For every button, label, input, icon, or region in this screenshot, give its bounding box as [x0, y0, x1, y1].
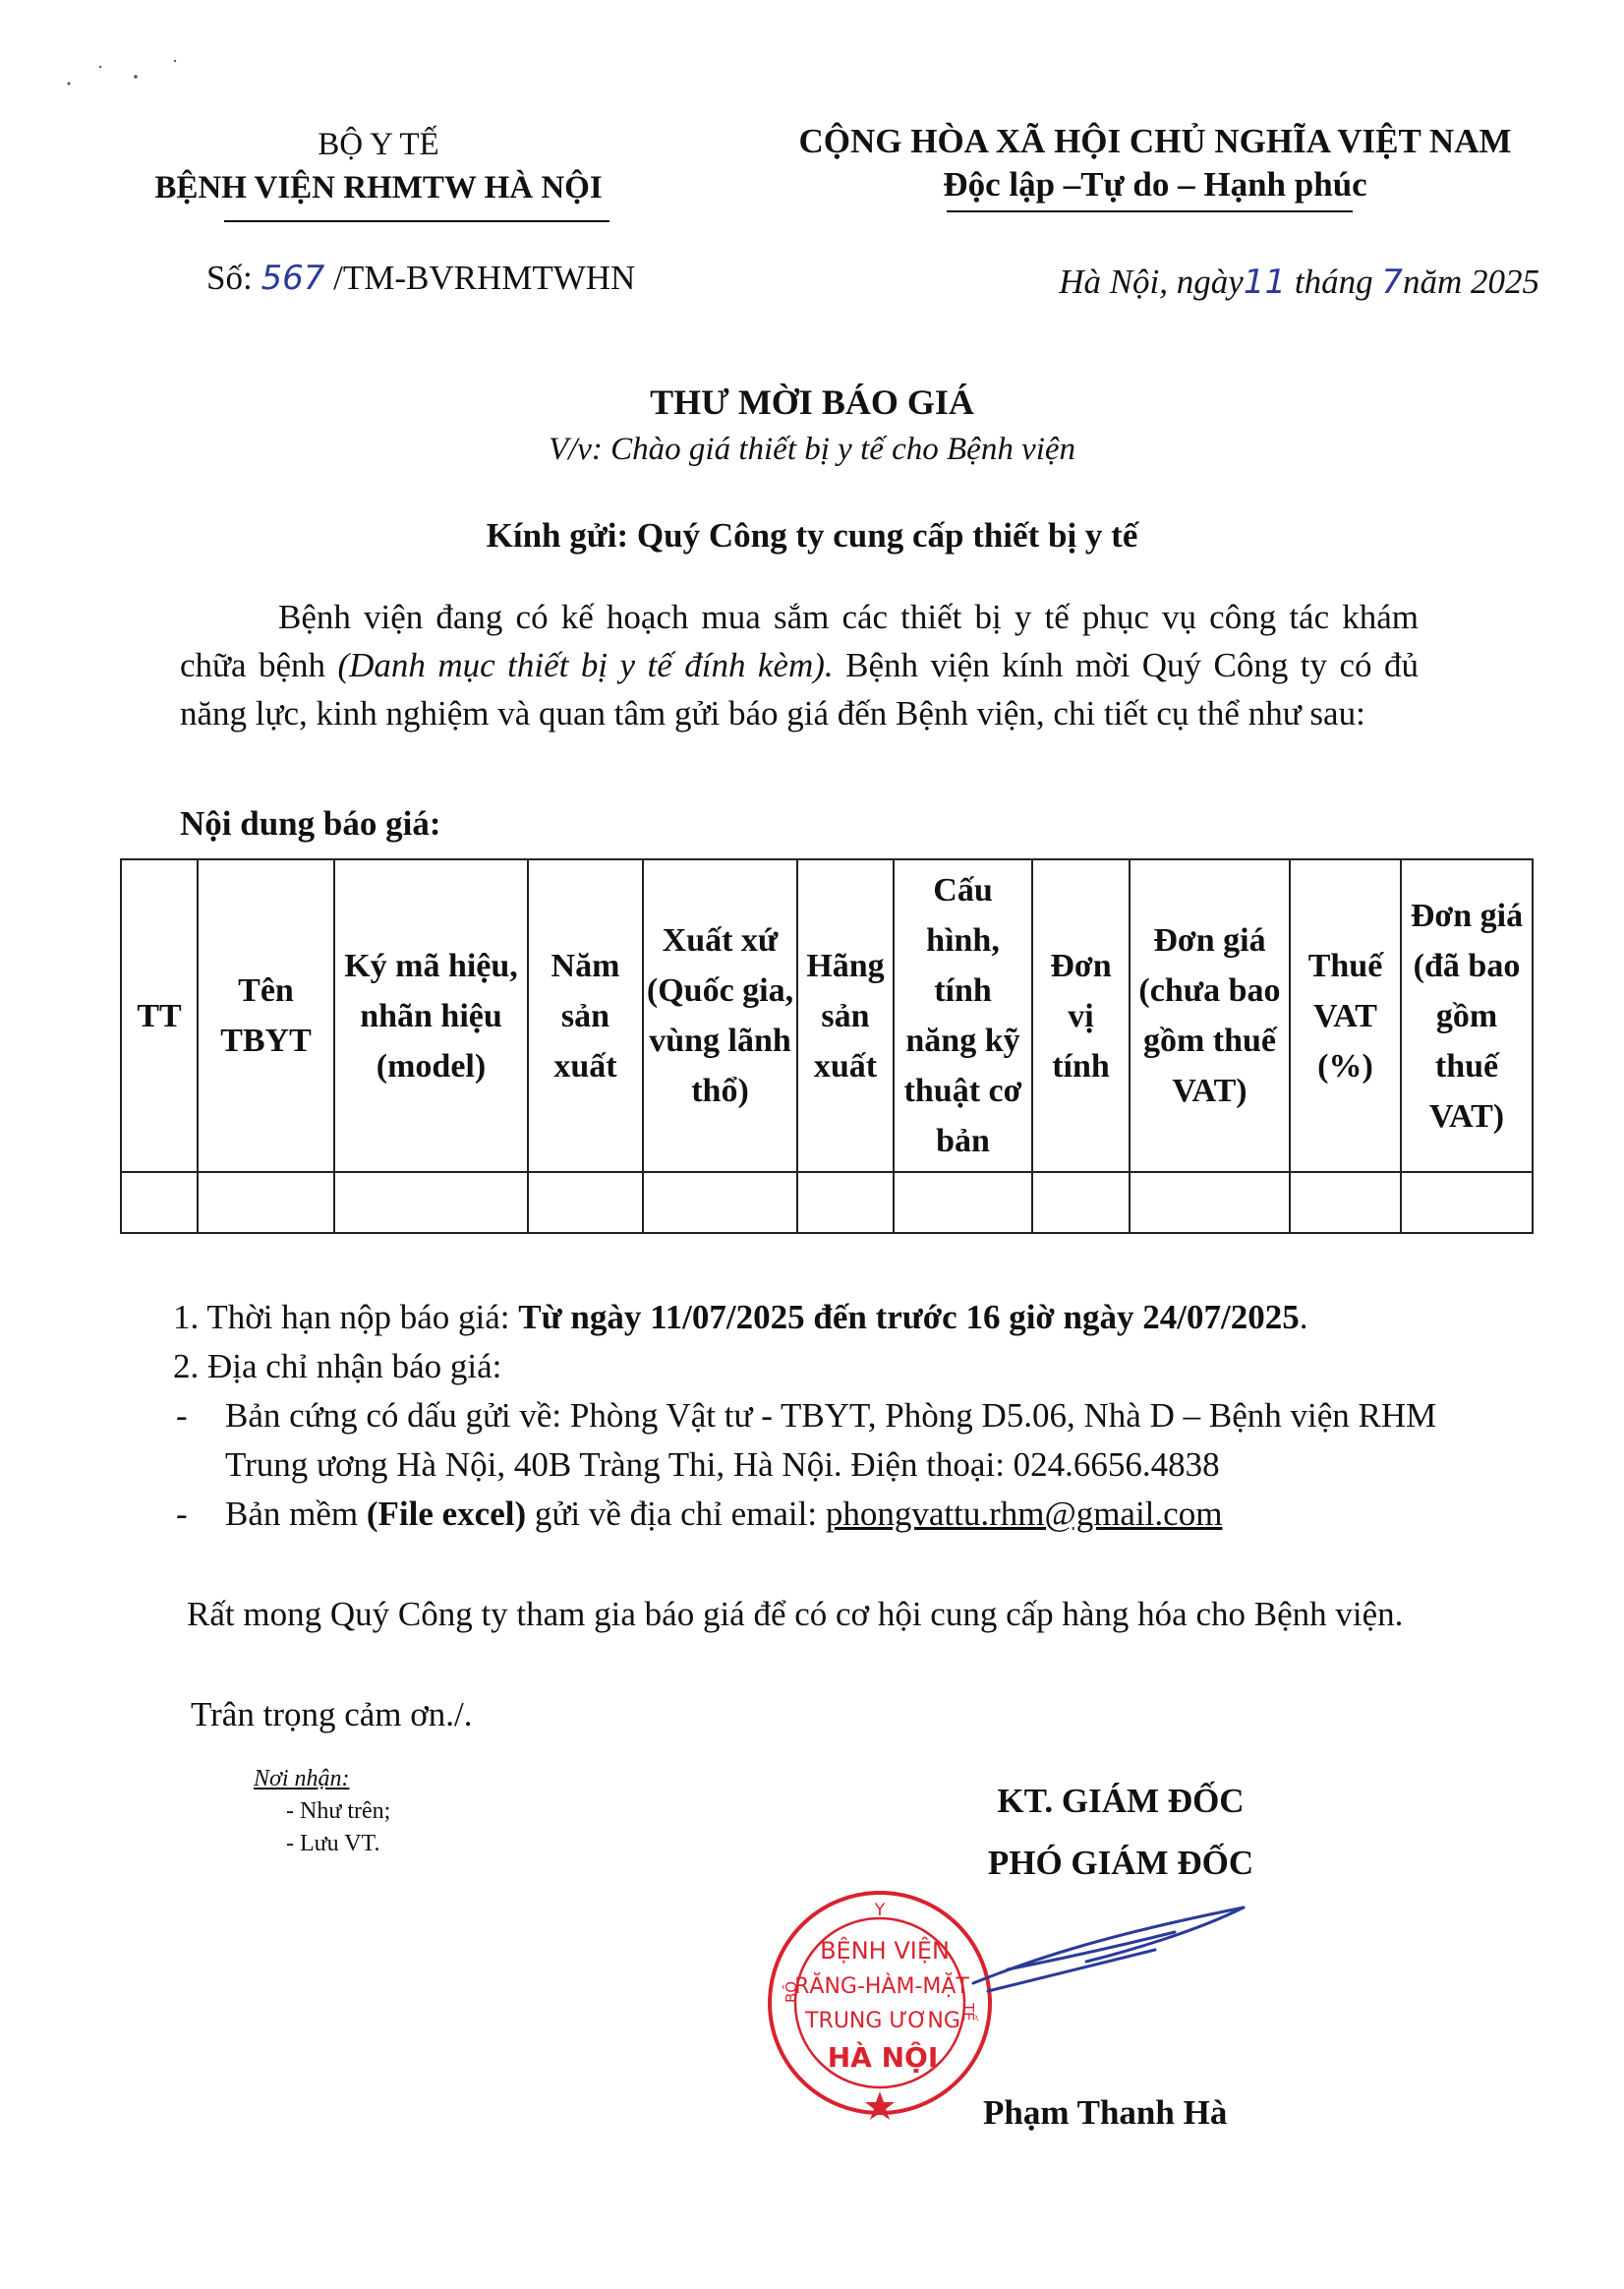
col-header-name: Tên TBYT — [198, 859, 334, 1172]
quote-table — [120, 858, 1534, 1234]
date-line — [1059, 258, 1539, 307]
term-deadline-end: . — [1299, 1298, 1308, 1336]
table-cell — [643, 1172, 797, 1233]
term-hardcopy-text: Bản cứng có dấu gửi về: Phòng Vật tư - TBYT, Phòng D5.06, Nhà D – Bệnh viện RHM Trung ương Hà Nội, 40B Tràng Thi, Hà Nội. Điện thoại: 024.6656.4838 — [225, 1396, 1437, 1484]
country-name: CỘNG HÒA XÃ HỘI CHỦ NGHĨA VIỆT NAM — [798, 122, 1512, 160]
date-year-label: năm 2025 — [1402, 263, 1539, 301]
addressee: Kính gửi: Quý Công ty cung cấp thiết bị y tế — [486, 516, 1138, 555]
national-motto: Độc lập –Tự do – Hạnh phúc — [943, 165, 1367, 204]
recipients-block — [254, 1763, 390, 1860]
table-cell — [121, 1172, 198, 1233]
col-header-price-incl-vat: Đơn giá (đã bao gồm thuế VAT) — [1401, 859, 1533, 1172]
date-month-label: tháng — [1294, 263, 1373, 301]
table-header-row — [121, 859, 1533, 1172]
reference-handwritten-number: 567 — [261, 259, 325, 298]
term-deadline-label: 1. Thời hạn nộp báo giá: — [173, 1298, 519, 1336]
stamp-line: HÀ NỘI — [827, 2041, 939, 2074]
table-cell — [894, 1172, 1032, 1233]
header-left-rule — [224, 220, 609, 222]
col-header-origin: Xuất xứ (Quốc gia, vùng lãnh thổ) — [643, 859, 797, 1172]
stamp-line: BỆNH VIỆN — [820, 1937, 950, 1965]
term-hardcopy — [176, 1391, 1500, 1490]
col-header-vat: Thuế VAT (%) — [1290, 859, 1401, 1172]
signature-line-2: PHÓ GIÁM ĐỐC — [987, 1844, 1254, 1882]
hospital-name: BỆNH VIỆN RHMTW HÀ NỘI — [154, 170, 603, 205]
stamp-line: TRUNG ƯƠNG — [805, 2009, 960, 2033]
reference-label: Số: — [206, 259, 253, 297]
reference-number — [206, 254, 635, 303]
intro-part1: Bệnh viện đang có kế hoạch mua sắm các thiết bị y tế phục vụ công tác khám chữa bệnh — [180, 598, 1419, 684]
closing-text: Rất mong Quý Công ty tham gia báo giá để có cơ hội cung cấp hàng hóa cho Bệnh viện. — [187, 1595, 1404, 1633]
scan-specks — [39, 39, 197, 98]
term-deadline-value: Từ ngày 11/07/2025 đến trước 16 giờ ngày 24/07/2025 — [518, 1298, 1300, 1336]
recipient-item: - Như trên; — [286, 1798, 391, 1824]
intro-italic: (Danh mục thiết bị y tế đính kèm). — [337, 646, 834, 684]
col-header-price-excl-vat: Đơn giá (chưa bao gồm thuế VAT) — [1130, 859, 1290, 1172]
term-address: 2. Địa chỉ nhận báo giá: — [173, 1347, 502, 1385]
intro-paragraph — [180, 593, 1419, 737]
softcopy-prefix: Bản mềm — [225, 1495, 367, 1533]
term-deadline — [173, 1293, 1500, 1342]
table-cell — [1401, 1172, 1533, 1233]
table-cell — [528, 1172, 643, 1233]
intro-part2: Bệnh viện kính mời Quý Công ty có đủ năng lực, kinh nghiệm và quan tâm gửi báo giá đến Bệnh viện, chi tiết cụ thể như sau: — [180, 646, 1419, 733]
dash-bullet: - — [176, 1396, 188, 1435]
email-link[interactable]: phongvattu.rhm@gmail.com — [825, 1495, 1223, 1533]
col-header-unit: Đơn vị tính — [1032, 859, 1130, 1172]
date-month-handwritten: 7 — [1381, 263, 1403, 302]
col-header-tt: TT — [121, 859, 198, 1172]
signer-name: Phạm Thanh Hà — [983, 2093, 1228, 2132]
recipients-heading: Nơi nhận: — [254, 1766, 350, 1791]
col-header-manufacturer: Hãng sản xuất — [797, 859, 894, 1172]
document-subject: V/v: Chào giá thiết bị y tế cho Bệnh viện — [548, 432, 1076, 467]
svg-text:TẾ: TẾ — [959, 2003, 977, 2022]
ministry-name: BỘ Y TẾ — [318, 127, 439, 162]
col-header-year: Năm sản xuất — [528, 859, 643, 1172]
term-softcopy — [176, 1490, 1500, 1539]
header-right — [747, 120, 1563, 206]
reference-suffix: /TM-BVRHMTWHN — [333, 259, 636, 297]
col-header-specs: Cấu hình, tính năng kỹ thuật cơ bản — [894, 859, 1032, 1172]
table-cell — [334, 1172, 528, 1233]
signature-line-1: KT. GIÁM ĐỐC — [997, 1782, 1245, 1820]
softcopy-bold: (File excel) — [366, 1495, 527, 1533]
dash-bullet: - — [176, 1495, 188, 1533]
svg-text:Y: Y — [874, 1901, 886, 1920]
recipient-item: - Lưu VT. — [286, 1831, 380, 1856]
stamp-line: RĂNG-HÀM-MẶT — [794, 1974, 969, 1999]
header-left — [147, 123, 609, 209]
table-cell — [198, 1172, 334, 1233]
content-heading: Nội dung báo giá: — [180, 804, 441, 843]
header-right-rule — [947, 210, 1353, 212]
thanks-line: Trân trọng cảm ơn./. — [191, 1695, 473, 1733]
col-header-model: Ký mã hiệu, nhãn hiệu (model) — [334, 859, 528, 1172]
table-row — [121, 1172, 1533, 1233]
document-title: THƯ MỜI BÁO GIÁ — [650, 382, 974, 422]
date-day-handwritten: 11 — [1243, 263, 1287, 302]
softcopy-mid: gửi về địa chỉ email: — [526, 1495, 826, 1533]
closing-paragraph — [165, 1590, 1404, 1639]
date-prefix: Hà Nội, ngày — [1059, 263, 1244, 301]
table-cell — [797, 1172, 894, 1233]
svg-text:BỘ: BỘ — [783, 1980, 800, 2003]
table-cell — [1130, 1172, 1290, 1233]
official-stamp-icon — [767, 1821, 993, 2185]
table-cell — [1290, 1172, 1401, 1233]
table-cell — [1032, 1172, 1130, 1233]
terms-section — [173, 1293, 1500, 1539]
handwritten-signature-icon — [968, 1893, 1253, 2011]
